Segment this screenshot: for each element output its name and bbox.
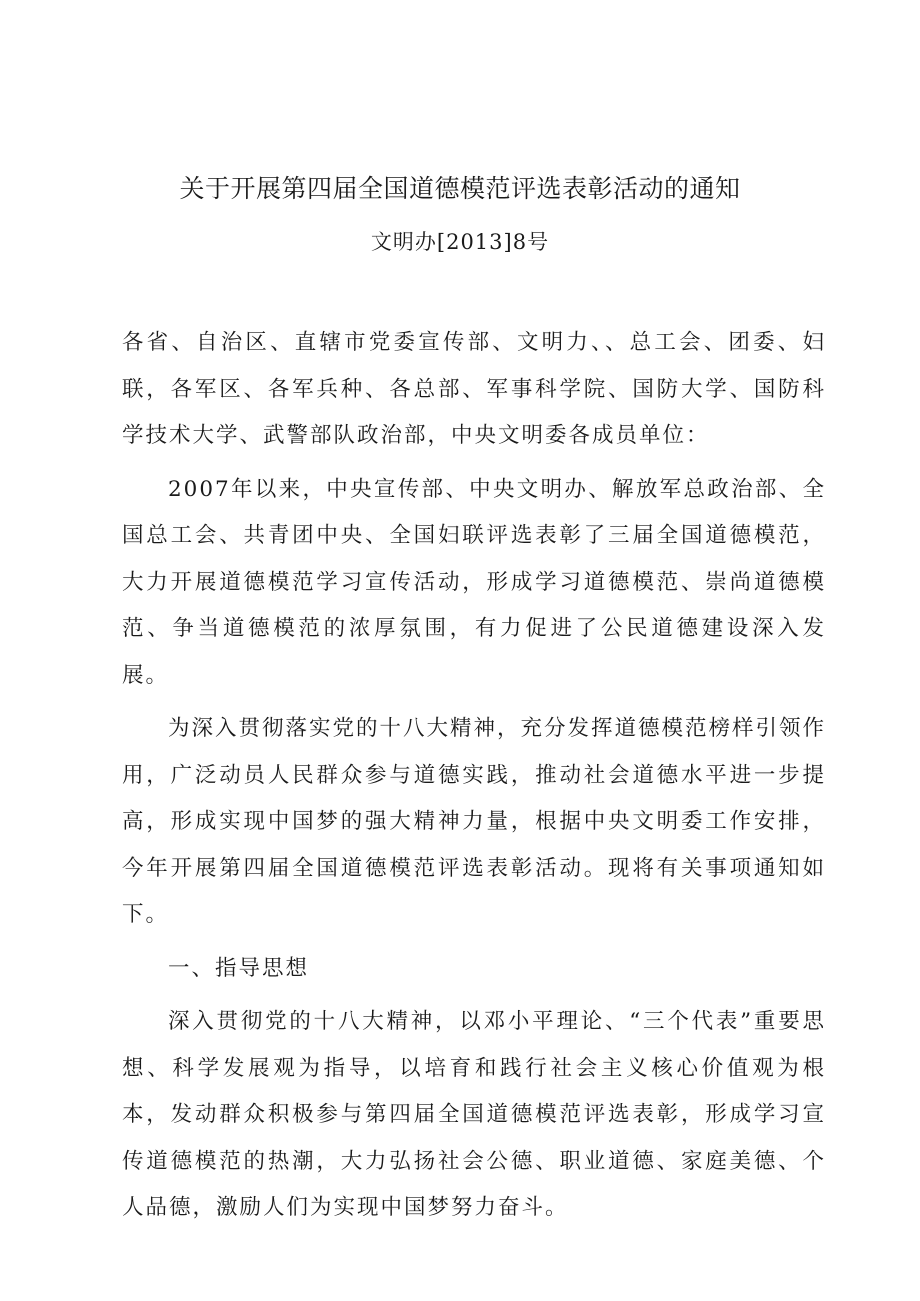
body-paragraph: 深入贯彻党的十八大精神，以邓小平理论、“三个代表”重要思想、科学发展观为指导，以培育和践行社会主义核心价值观为根本，发动群众积极参与第四届全国道德模范评选表彰，形成学习宣传道德模范的热潮，大力弘扬社会公德、职业道德、家庭美德、个人品德，激励人们为实现中国梦努力奋斗。 <box>122 1009 826 1220</box>
document-body <box>122 320 826 1239</box>
body-paragraph: 为深入贯彻落实党的十八大精神，充分发挥道德模范榜样引领作用，广泛动员人民群众参与道德实践，推动社会道德水平进一步提高，形成实现中国梦的强大精神力量，根据中央文明委工作安排，今年开展第四届全国道德模范评选表彰活动。现将有关事项通知如下。 <box>122 716 827 927</box>
document-number: 文明办[2013]8号 <box>370 230 550 254</box>
addressee-paragraph: 各省、自治区、直辖市党委宣传部、文明力、、总工会、团委、妇联，各军区、各军兵种、各总部、军事科学院、国防大学、国防科学技术大学、武警部队政治部，中央文明委各成员单位： <box>122 330 826 448</box>
body-paragraph: 2007年以来，中央宣传部、中央文明办、解放军总政治部、全国总工会、共青团中央、全国妇联评选表彰了三届全国道德模范，大力开展道德模范学习宣传活动，形成学习道德模范、崇尚道德模范、争当道德模范的浓厚氛围，有力促进了公民道德建设深入发展。 <box>122 476 826 688</box>
document-title: 关于开展第四届全国道德模范评选表彰活动的通知 <box>179 174 741 203</box>
section-heading: 一、指导思想 <box>168 955 310 981</box>
